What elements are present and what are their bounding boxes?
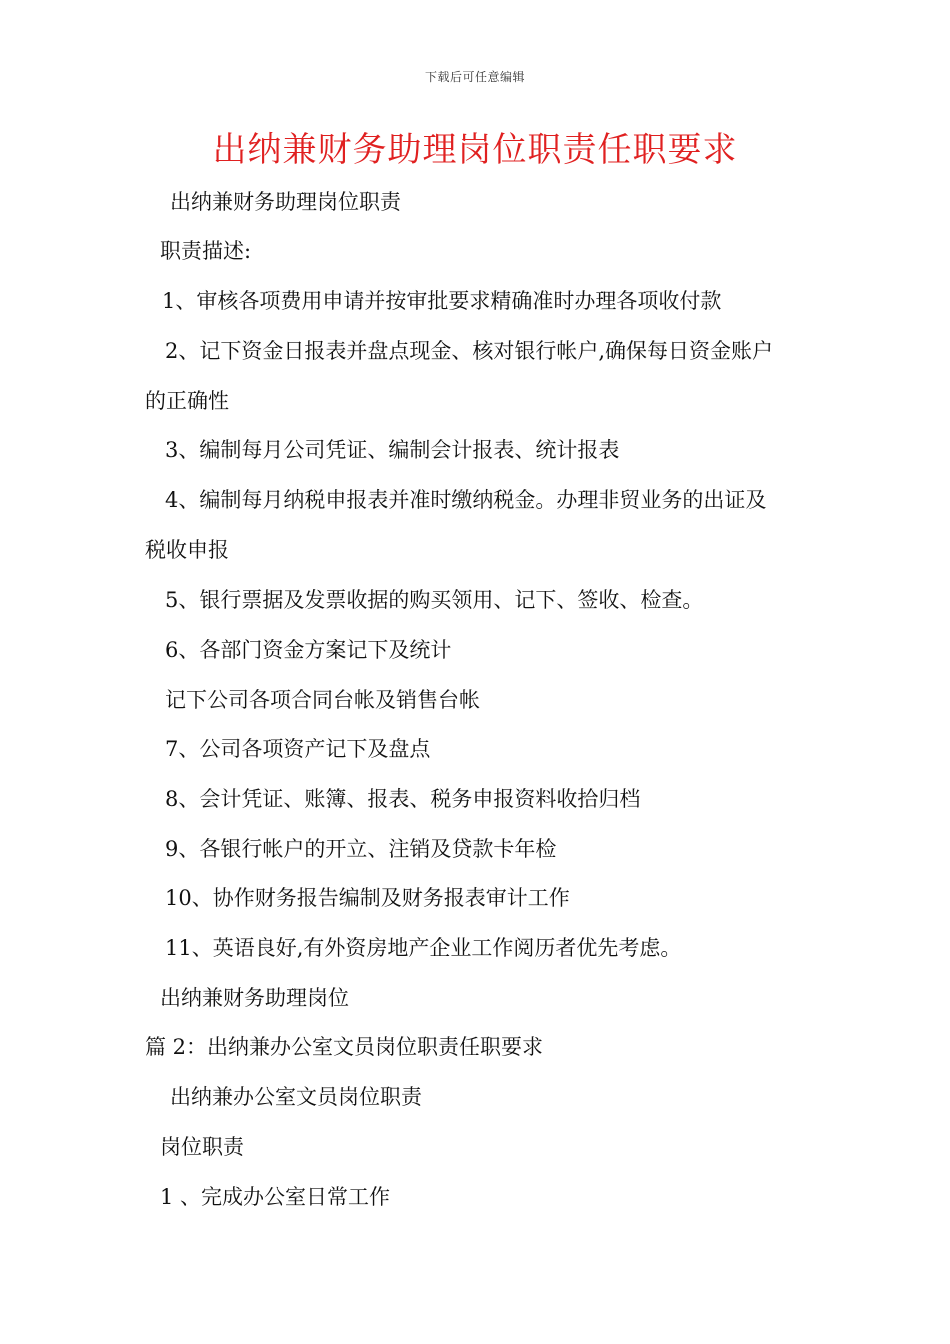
- document-title: 出纳兼财务助理岗位职责任职要求: [212, 130, 738, 170]
- list-item: 7、公司各项资产记下及盘点: [165, 737, 431, 761]
- section-heading: 篇 2：出纳兼办公室文员岗位职责任职要求: [145, 1035, 544, 1059]
- section-heading: 出纳兼财务助理岗位职责: [170, 190, 401, 214]
- header-note: 下载后可任意编辑: [424, 70, 525, 84]
- paragraph: 记下公司各项合同台帐及销售台帐: [165, 688, 480, 712]
- list-item: 2、记下资金日报表并盘点现金、核对银行帐户,确保每日资金账户: [165, 339, 774, 363]
- subheading: 职责描述:: [160, 239, 252, 263]
- list-item: 3、编制每月公司凭证、编制会计报表、统计报表: [165, 438, 620, 462]
- paragraph: 出纳兼财务助理岗位: [160, 986, 349, 1010]
- list-item: 8、会计凭证、账簿、报表、税务申报资料收拾归档: [165, 787, 641, 811]
- list-item: 9、各银行帐户的开立、注销及贷款卡年检: [165, 837, 557, 861]
- list-item: 4、编制每月纳税申报表并准时缴纳税金。办理非贸业务的出证及: [165, 488, 767, 512]
- section-heading: 出纳兼办公室文员岗位职责: [170, 1085, 422, 1109]
- subheading: 岗位职责: [160, 1135, 244, 1159]
- list-item: 1、审核各项费用申请并按审批要求精确准时办理各项收付款: [162, 289, 722, 313]
- list-item-continuation: 的正确性: [145, 389, 229, 413]
- list-item: 11、英语良好,有外资房地产企业工作阅历者优先考虑。: [165, 936, 682, 960]
- list-item: 6、各部门资金方案记下及统计: [165, 638, 452, 662]
- list-item: 5、银行票据及发票收据的购买领用、记下、签收、检查。: [165, 588, 704, 612]
- list-item: 1 、完成办公室日常工作: [160, 1185, 391, 1209]
- list-item-continuation: 税收申报: [145, 538, 229, 562]
- list-item: 10、协作财务报告编制及财务报表审计工作: [165, 886, 570, 910]
